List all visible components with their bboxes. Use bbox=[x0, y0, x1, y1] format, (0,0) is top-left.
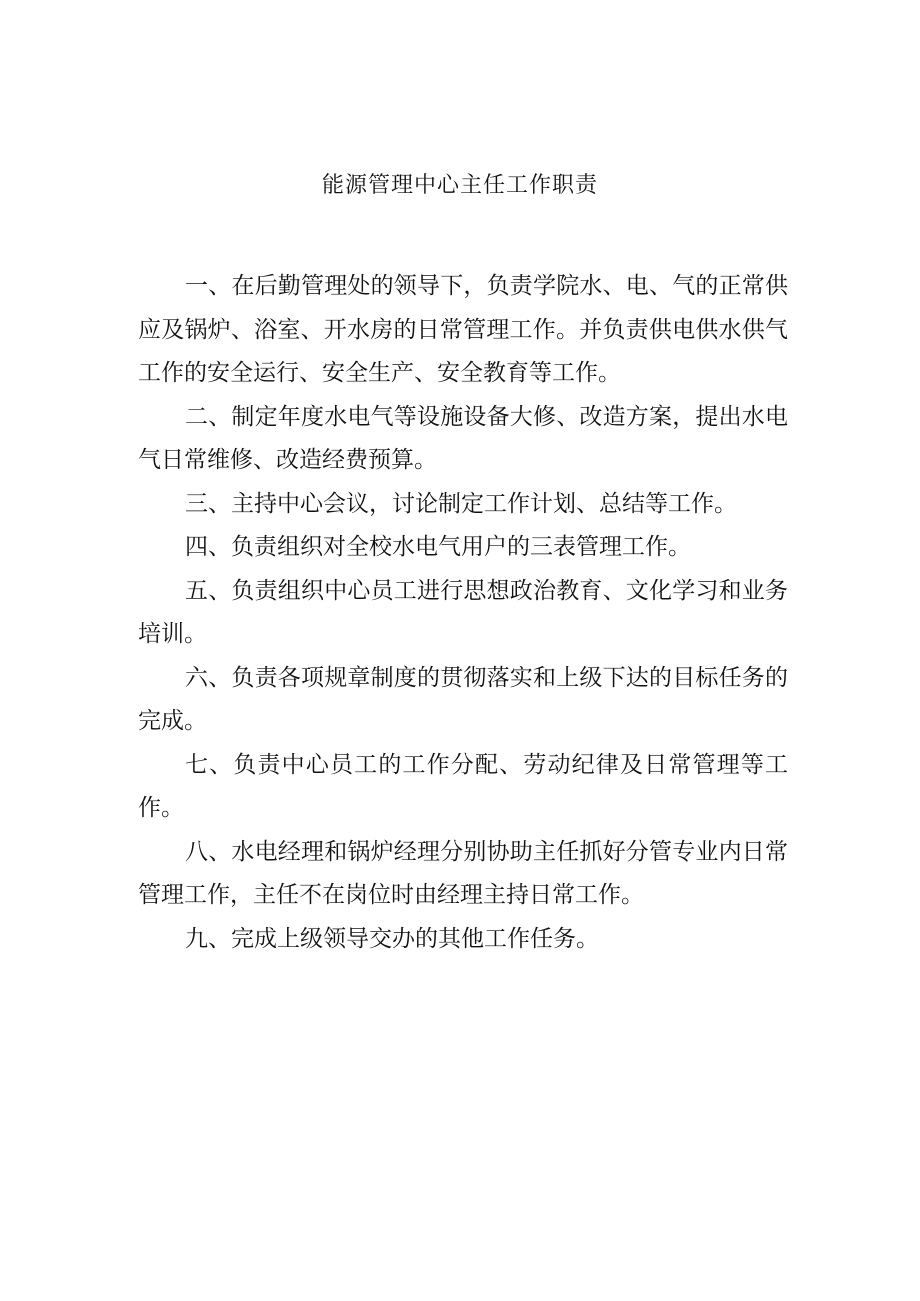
duty-paragraph-6: 六、负责各项规章制度的贯彻落实和上级下达的目标任务的完成。 bbox=[138, 664, 788, 734]
duty-paragraph-4: 四、负责组织对全校水电气用户的三表管理工作。 bbox=[185, 534, 691, 560]
duty-paragraph-1: 一、在后勤管理处的领导下，负责学院水、电、气的正常供应及锅炉、浴室、开水房的日常管理工作。并负责供电供水供气工作的安全运行、安全生产、安全教育等工作。 bbox=[138, 273, 788, 386]
document-body bbox=[138, 265, 788, 961]
duty-paragraph-5: 五、负责组织中心员工进行思想政治教育、文化学习和业务培训。 bbox=[138, 577, 788, 647]
duty-paragraph-9: 九、完成上级领导交办的其他工作任务。 bbox=[185, 925, 599, 952]
duty-paragraph-3: 三、主持中心会议，讨论制定工作计划、总结等工作。 bbox=[185, 490, 737, 517]
duty-paragraph-2: 二、制定年度水电气等设施设备大修、改造方案，提出水电气日常维修、改造经费预算。 bbox=[138, 403, 788, 473]
duty-paragraph-8: 八、水电经理和锅炉经理分别协助主任抓好分管专业内日常管理工作，主任不在岗位时由经理主持日常工作。 bbox=[138, 838, 788, 908]
document-title: 能源管理中心主任工作职责 bbox=[321, 173, 598, 198]
duty-paragraph-7: 七、负责中心员工的工作分配、劳动纪律及日常管理等工作。 bbox=[138, 751, 788, 821]
